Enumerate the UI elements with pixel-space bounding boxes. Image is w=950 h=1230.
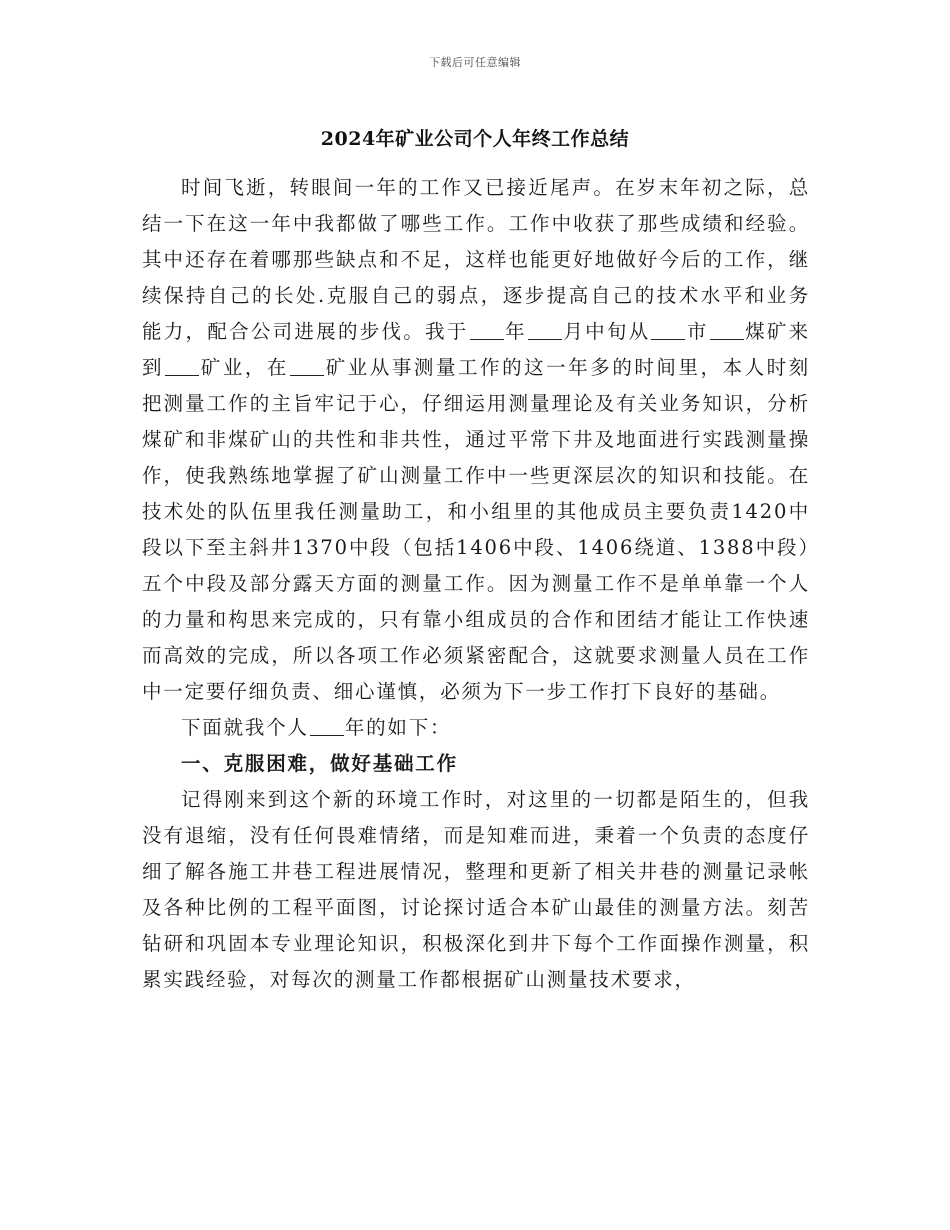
blank-underline	[651, 320, 685, 341]
blank-underline	[165, 356, 199, 377]
paragraph-summary-intro	[142, 710, 810, 746]
blank-underline	[310, 716, 344, 737]
text-run: 煤矿来到	[142, 320, 810, 379]
text-run: 时间飞逝，转眼间一年的工作又已接近尾声。在岁末年初之际，总结一下在这一年中我都做了哪些工作。工作中收获了那些成绩和经验。其中还存在着哪那些缺点和不足，这样也能更好地做好今后的工作，继续保持自己的长处.克服自己的弱点，逐步提高自己的技术水平和业务能力，配合公司进展的步伐。我于	[142, 176, 810, 343]
text-run: 市	[686, 320, 709, 343]
text-run: 下面就我个人	[181, 716, 309, 739]
text-run: 年的如下：	[344, 716, 452, 739]
text-run: 月中旬从	[562, 320, 651, 343]
blank-underline	[528, 320, 562, 341]
text-run: 矿业，在	[200, 356, 289, 379]
paragraph-intro	[142, 170, 810, 710]
paragraph-section-1: 记得刚来到这个新的环境工作时，对这里的一切都是陌生的，但我没有退缩，没有任何畏难情绪，而是知难而进，秉着一个负责的态度仔细了解各施工井巷工程进展情况，整理和更新了相关井巷的测量记录帐及各种比例的工程平面图，讨论探讨适合本矿山最佳的测量方法。刻苦钻研和巩固本专业理论知识，积极深化到井下每个工作面操作测量，积累实践经验，对每次的测量工作都根据矿山测量技术要求，	[142, 788, 810, 991]
blank-underline	[710, 320, 744, 341]
document-body	[142, 170, 810, 998]
header-note: 下载后可任意编辑	[429, 56, 521, 69]
document-title: 2024年矿业公司个人年终工作总结	[320, 128, 630, 150]
text-run: 矿业从事测量工作的这一年多的时间里，本人时刻把测量工作的主旨牢记于心，仔细运用测量理论及有关业务知识，分析煤矿和非煤矿山的共性和非共性，通过平常下井及地面进行实践测量操作，使我熟练地掌握了矿山测量工作中一些更深层次的知识和技能。在技术处的队伍里我任测量助工，和小组里的其他成员主要负责1420中段以下至主斜井1370中段（包括1406中段、1406绕道、1388中段）五个中段及部分露天方面的测量工作。因为测量工作不是单单靠一个人的力量和构思来完成的，只有靠小组成员的合作和团结才能让工作快速而高效的完成，所以各项工作必须紧密配合，这就要求测量人员在工作中一定要仔细负责、细心谨慎，必须为下一步工作打下良好的基础。	[142, 356, 810, 703]
section-heading-1: 一、克服困难，做好基础工作	[181, 752, 458, 775]
blank-underline	[470, 320, 504, 341]
blank-underline	[290, 356, 324, 377]
text-run: 年	[504, 320, 527, 343]
